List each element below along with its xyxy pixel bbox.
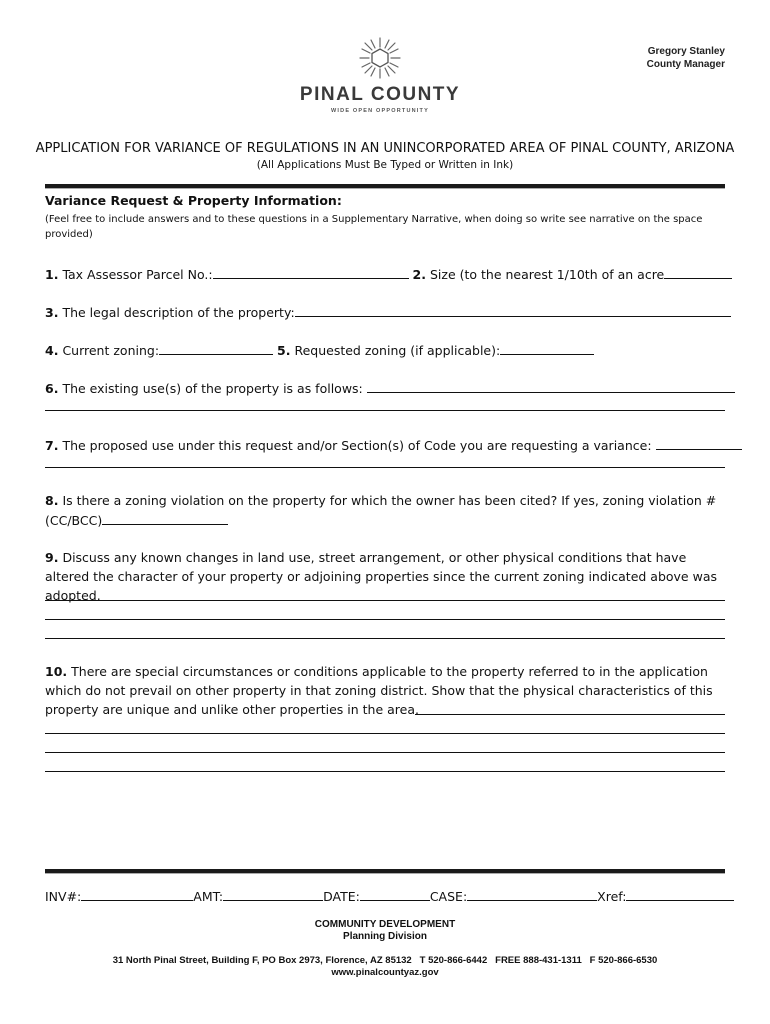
section-heading: Variance Request & Property Information: xyxy=(45,193,342,208)
q10-number: 10. xyxy=(45,664,68,679)
xref-label: Xref: xyxy=(597,889,627,904)
q1-number: 1. xyxy=(45,267,59,282)
q3-number: 3. xyxy=(45,305,59,320)
q4-label: Current zoning: xyxy=(62,343,160,358)
logo-tagline: WIDE OPEN OPPORTUNITY xyxy=(331,108,429,114)
proposed-use-line-2[interactable] xyxy=(45,467,725,468)
case-label: CASE: xyxy=(429,889,468,904)
question-9-row xyxy=(45,548,727,605)
top-divider xyxy=(45,184,725,189)
sunburst-logo-icon xyxy=(358,36,402,80)
q8-label: Is there a zoning violation on the property for which the owner has been cited? If yes, zoning violation # xyxy=(62,493,717,508)
q1-label: Tax Assessor Parcel No.: xyxy=(62,267,213,282)
q8-label-2: (CC/BCC) xyxy=(45,513,103,528)
manager-block xyxy=(647,45,725,71)
question-8-row-2 xyxy=(45,510,727,530)
footer-division: Planning Division xyxy=(343,931,427,942)
q2-label: Size (to the nearest 1/10th of an acre xyxy=(429,267,665,282)
manager-name: Gregory Stanley xyxy=(647,46,725,57)
form-title: APPLICATION FOR VARIANCE OF REGULATIONS IN AN UNINCORPORATED AREA OF PINAL COUNTY, ARIZONA xyxy=(35,141,735,156)
zoning-violation-field[interactable] xyxy=(102,510,228,525)
county-logo xyxy=(280,32,480,122)
q9-answer-line-2[interactable] xyxy=(45,619,725,620)
question-4-5-row xyxy=(45,340,727,360)
amt-label: AMT: xyxy=(193,889,224,904)
amt-field[interactable] xyxy=(223,886,323,901)
q7-number: 7. xyxy=(45,438,59,453)
xref-field[interactable] xyxy=(626,886,734,901)
current-zoning-field[interactable] xyxy=(159,340,273,355)
q6-label: The existing use(s) of the property is as follows: xyxy=(62,381,363,396)
q5-label: Requested zoning (if applicable): xyxy=(294,343,501,358)
q9-answer-line-3[interactable] xyxy=(45,638,725,639)
q10-answer-line-3[interactable] xyxy=(45,771,725,772)
question-10-row xyxy=(45,662,727,719)
question-7-row xyxy=(45,435,727,455)
logo-name: PINAL COUNTY xyxy=(299,84,461,105)
question-3-row xyxy=(45,302,727,322)
question-6-row xyxy=(45,378,727,398)
manager-title: County Manager xyxy=(646,59,725,70)
q9-number: 9. xyxy=(45,550,59,565)
q3-label: The legal description of the property: xyxy=(62,305,295,320)
case-field[interactable] xyxy=(467,886,597,901)
legal-description-field[interactable] xyxy=(295,302,731,317)
inv-label: INV#: xyxy=(45,889,82,904)
section-note: (Feel free to include answers and to these questions in a Supplementary Narrative, when doing so write see narrative on the space provided) xyxy=(45,214,703,240)
existing-use-line-2[interactable] xyxy=(45,410,725,411)
q10-answer-line-2[interactable] xyxy=(45,752,725,753)
parcel-size-field[interactable] xyxy=(664,264,732,279)
question-8-row xyxy=(45,491,727,510)
q10-answer-line-0[interactable] xyxy=(415,714,725,715)
q8-number: 8. xyxy=(45,493,59,508)
q10-answer-line-1[interactable] xyxy=(45,733,725,734)
footer-website-link[interactable]: www.pinalcountyaz.gov xyxy=(331,967,439,978)
q9-answer-line-1[interactable] xyxy=(45,600,725,601)
q4-number: 4. xyxy=(45,343,59,358)
q2-number: 2. xyxy=(412,267,426,282)
footer-address: 31 North Pinal Street, Building F, PO Box 2973, Florence, AZ 85132 T 520-866-6442 FREE 888-431-1311 F 520-866-6530 xyxy=(112,955,658,966)
existing-use-field[interactable] xyxy=(367,378,735,393)
requested-zoning-field[interactable] xyxy=(500,340,594,355)
date-field[interactable] xyxy=(360,886,430,901)
question-1-2-row xyxy=(45,264,727,284)
bottom-divider xyxy=(45,869,725,874)
q7-label: The proposed use under this request and/or Section(s) of Code you are requesting a variance: xyxy=(62,438,652,453)
q9-label: Discuss any known changes in land use, street arrangement, or other physical conditions that have altered the character of your property or adjoining properties since the current zoning indicated above was adopted. xyxy=(45,550,717,603)
q5-number: 5. xyxy=(277,343,291,358)
form-subtitle: (All Applications Must Be Typed or Written in Ink) xyxy=(256,159,514,171)
date-label: DATE: xyxy=(323,889,360,904)
parcel-number-field[interactable] xyxy=(213,264,409,279)
q6-number: 6. xyxy=(45,381,59,396)
inv-field[interactable] xyxy=(81,886,193,901)
footer-department: COMMUNITY DEVELOPMENT xyxy=(314,919,456,930)
proposed-use-field[interactable] xyxy=(656,435,742,450)
q10-label: There are special circumstances or conditions applicable to the property referred to in the application which do not prevail on other property in that zoning district. Show that the physical characteristics of this property are unique and unlike other properties in the area. xyxy=(45,664,713,717)
office-use-row xyxy=(45,886,727,904)
